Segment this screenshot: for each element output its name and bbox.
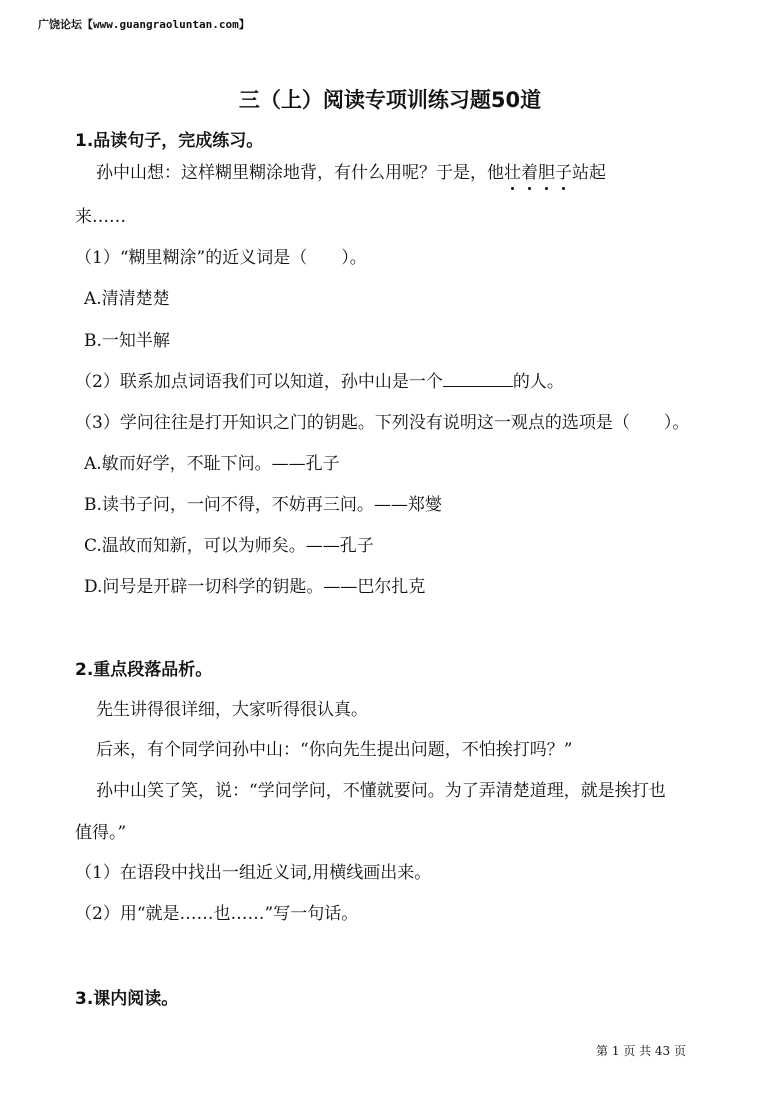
q1-passage-line-1 — [96, 161, 606, 185]
q1-passage-text-pre: 孙中山想：这样糊里糊涂地背，有什么用呢？于是，他 — [96, 163, 504, 183]
q1-sub2-text-post: 的人。 — [512, 372, 564, 392]
q1-sub-question-1: （1）“糊里糊涂”的近义词是（ ）。 — [75, 248, 367, 268]
q1-sub-question-2 — [75, 370, 564, 394]
question-2-heading: 2.重点段落品析。 — [75, 660, 213, 680]
question-1-heading: 1.品读句子，完成练习。 — [75, 131, 264, 151]
dotted-char: 胆 — [538, 163, 555, 183]
q2-paragraph-1: 先生讲得很详细，大家听得很认真。 — [96, 700, 368, 720]
q1-sub-question-3: （3）学问往往是打开知识之门的钥匙。下列没有说明这一观点的选项是（ ）。 — [75, 413, 690, 433]
dotted-char: 着 — [521, 163, 538, 183]
fill-in-blank — [443, 370, 513, 387]
q2-paragraph-2: 后来，有个同学问孙中山：“你向先生提出问题，不怕挨打吗？” — [96, 740, 573, 760]
q1-dotted-words — [504, 163, 572, 183]
q1-sub3-option-d: D.问号是开辟一切科学的钥匙。——巴尔扎克 — [84, 577, 426, 597]
q1-sub2-text-pre: （2）联系加点词语我们可以知道，孙中山是一个 — [75, 372, 443, 392]
dotted-char: 子 — [555, 163, 572, 183]
q1-sub3-option-a: A.敏而好学，不耻下问。——孔子 — [84, 454, 340, 474]
q1-sub1-option-a: A.清清楚楚 — [84, 289, 170, 309]
page-number-footer: 第 1 页 共 43 页 — [596, 1044, 686, 1058]
site-header-note: 广饶论坛【www.guangraoluntan.com】 — [38, 18, 250, 31]
q1-sub3-option-c: C.温故而知新，可以为师矣。——孔子 — [84, 536, 374, 556]
q2-paragraph-3-line-2: 值得。” — [75, 823, 127, 843]
q1-passage-text-post: 站起 — [572, 163, 606, 183]
q2-sub-question-2: （2）用“就是……也……”写一句话。 — [75, 904, 359, 924]
document-title: 三（上）阅读专项训练习题50道 — [238, 88, 542, 112]
question-3-heading: 3.课内阅读。 — [75, 989, 179, 1009]
q1-sub1-option-b: B.一知半解 — [84, 331, 170, 351]
dotted-char: 壮 — [504, 163, 521, 183]
q2-sub-question-1: （1）在语段中找出一组近义词,用横线画出来。 — [75, 863, 432, 883]
q2-paragraph-3-line-1: 孙中山笑了笑，说：“学问学问，不懂就要问。为了弄清楚道理，就是挨打也 — [96, 781, 666, 801]
q1-passage-line-2: 来…… — [75, 207, 126, 227]
q1-sub3-option-b: B.读书子问，一问不得，不妨再三问。——郑燮 — [84, 495, 442, 515]
